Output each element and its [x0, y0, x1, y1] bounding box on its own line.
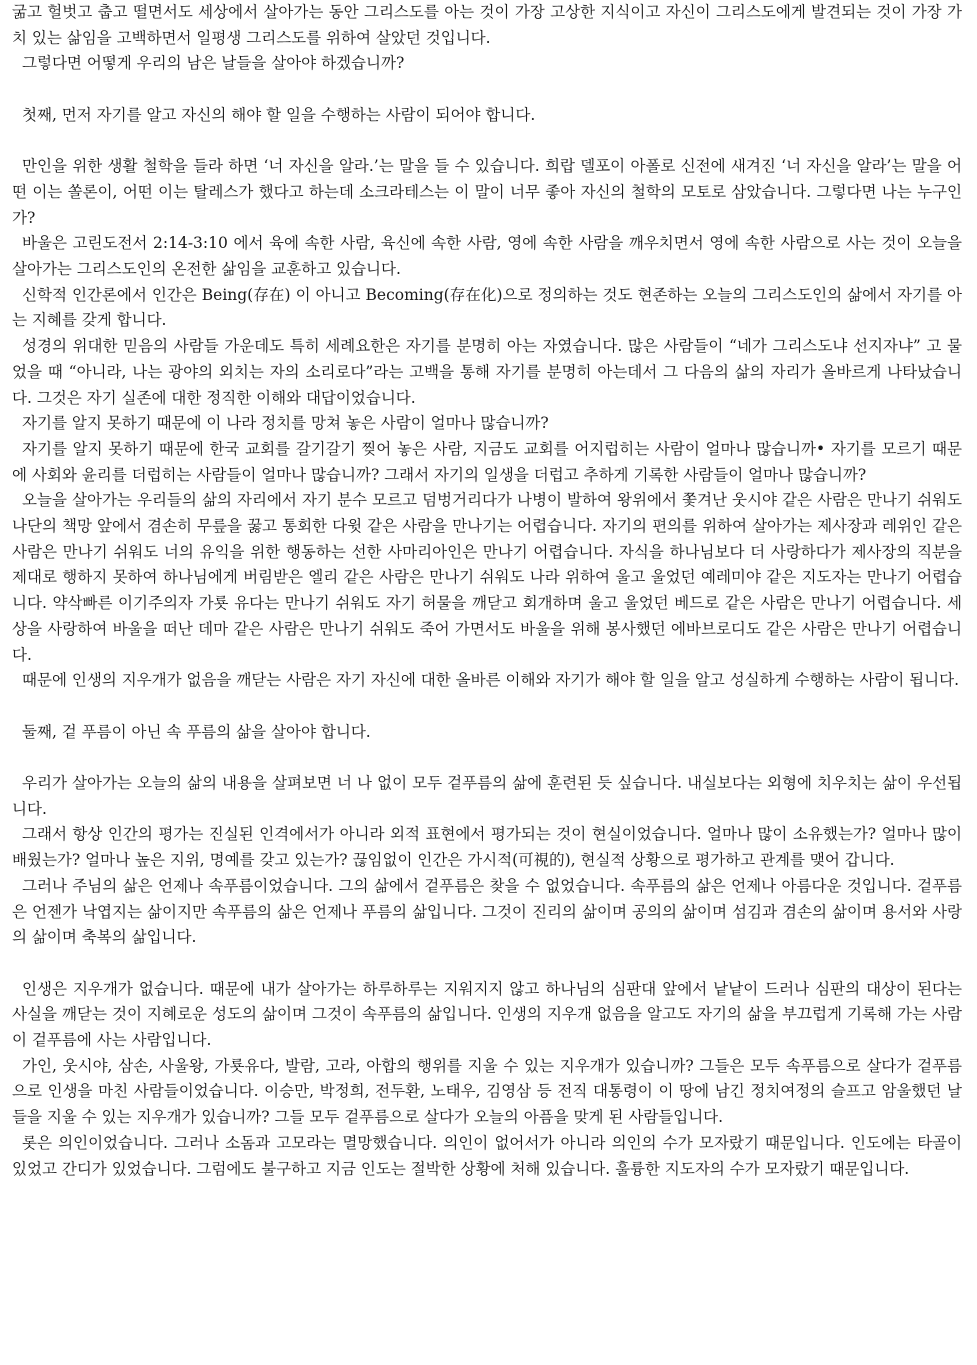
paragraph: 자기를 알지 못하기 때문에 이 나라 정치를 망쳐 놓은 사람이 얼마나 많습니까? [22, 414, 549, 433]
paragraph: 성경의 위대한 믿음의 사람들 가운데도 특히 세례요한은 자기를 분명히 아는 자였습니다. 많은 사람들이 “네가 그리스도냐 선지자냐” 고 물었을 때 “아니라, 나는 광야의 외치는 자의 소리로다”라는 고백을 통해 자기를 분명히 아는데서 그 다음의 삶의 자리가 올바르게 나타났습니다. 그것은 자기 실존에 대한 정직한 이해와 대답이었습니다. [12, 337, 962, 407]
paragraph-gap [12, 745, 962, 771]
paragraph: 신학적 인간론에서 인간은 Being(存在) 이 아니고 Becoming(存在化)으로 정의하는 것도 현존하는 오늘의 그리스도인의 삶에서 자기를 아는 지혜를 갖게 합니다. [12, 285, 962, 330]
paragraph-gap [12, 129, 962, 155]
section-heading-first: 첫째, 먼저 자기를 알고 자신의 해야 할 일을 수행하는 사람이 되어야 합니다. [22, 105, 536, 124]
paragraph: 롯은 의인이었습니다. 그러나 소돔과 고모라는 멸망했습니다. 의인이 없어서가 아니라 의인의 수가 모자랐기 때문입니다. 인도에는 타골이 있었고 간디가 있었습니다. 그럼에도 불구하고 지금 인도는 절박한 상황에 처해 있습니다. 훌륭한 지도자의 수가 모자랐기 때문입니다. [12, 1133, 962, 1178]
paragraph: 오늘을 살아가는 우리들의 삶의 자리에서 자기 분수 모르고 덤벙거리다가 나병이 발하여 왕위에서 쫓겨난 웃시야 같은 사람은 만나기 쉬워도 나단의 책망 앞에서 겸손히 무릎을 꿇고 통회한 다윗 같은 사람을 만나기는 어렵습니다. 자기의 편의를 위하여 살아가는 제사장과 레위인 같은 사람은 만나기 쉬워도 너의 유익을 위한 행동하는 선한 사마리아인은 만나기 어렵습니다. 자식을 하나님보다 더 사랑하다가 제사장의 직분을 제대로 행하지 못하여 하나님에게 버림받은 엘리 같은 사람은 만나기 쉬워도 나라 위하여 울고 울었던 예레미야 같은 지도자는 만나기 어렵습니다. 약삭빠른 이기주의자 가룟 유다는 만나기 쉬워도 자기 허물을 깨닫고 회개하며 울고 울었던 베드로 같은 사람은 만나기 어렵습니다. 세상을 사랑하여 바울을 떠난 데마 같은 사람은 만나기 쉬워도 죽어 가면서도 바울을 위해 봉사했던 에바브로디도 같은 사람은 만나기 어렵습니다. [12, 491, 962, 664]
paragraph: 가인, 웃시야, 삼손, 사울왕, 가룟유다, 발람, 고라, 아합의 행위를 지울 수 있는 지우개가 있습니까? 그들은 모두 속푸름으로 살다가 겉푸름으로 인생을 마친 사람들이었습니다. 이승만, 박정희, 전두환, 노태우, 김영삼 등 전직 대통령이 이 땅에 남긴 정치여정의 슬프고 암울했던 날들을 지울 수 있는 지우개가 있습니까? 그들 모두 겉푸름으로 살다가 오늘의 아픔을 맞게 된 사람들입니다. [12, 1056, 962, 1127]
paragraph: 굶고 헐벗고 춥고 떨면서도 세상에서 살아가는 동안 그리스도를 아는 것이 가장 고상한 지식이고 자신이 그리스도에게 발견되는 것이 가장 가치 있는 삶임을 고백하면서 일평생 그리스도를 위하여 살았던 것입니다. [12, 3, 962, 47]
paragraph: 때문에 인생의 지우개가 없음을 깨닫는 사람은 자기 자신에 대한 올바른 이해와 자기가 해야 할 일을 알고 성실하게 수행하는 사람이 됩니다. [22, 671, 960, 690]
section-heading-second: 둘째, 겉 푸름이 아닌 속 푸름의 삶을 살아야 합니다. [22, 722, 371, 741]
paragraph: 인생은 지우개가 없습니다. 때문에 내가 살아가는 하루하루는 지워지지 않고 하나님의 심판대 앞에서 낱낱이 드러나 심판의 대상이 된다는 사실을 깨닫는 것이 지혜로운 성도의 삶이며 그것이 속푸름의 삶입니다. 인생의 지우개 없음을 알고도 자기의 삶을 부끄럽게 기록해 가는 사람이 겉푸름에 사는 사람입니다. [12, 979, 962, 1050]
paragraph: 만인을 위한 생활 철학을 들라 하면 ‘너 자신을 알라.’는 말을 들 수 있습니다. 희랍 델포이 아폴로 신전에 새겨진 ‘너 자신을 알라’는 말을 어떤 이는 쏠론이, 어떤 이는 탈레스가 했다고 하는데 소크라테스는 이 말이 너무 좋아 자신의 철학의 모토로 삼았습니다. 그렇다면 나는 누구인가? [12, 157, 962, 227]
paragraph: 그러나 주님의 삶은 언제나 속푸름이었습니다. 그의 삶에서 겉푸름은 찾을 수 없었습니다. 속푸름의 삶은 언제나 아름다운 것입니다. 겉푸름은 언젠가 낙엽지는 삶이지만 속푸름의 삶은 언제나 푸름의 삶입니다. 그것이 진리의 삶이며 공의의 삶이며 섬김과 겸손의 삶이며 용서와 사랑의 삶이며 축복의 삶입니다. [12, 876, 962, 947]
paragraph-gap [12, 77, 962, 103]
paragraph-gap [12, 951, 962, 977]
paragraph: 그렇다면 어떻게 우리의 남은 날들을 살아야 하겠습니까? [22, 54, 405, 73]
paragraph: 바울은 고린도전서 2:14-3:10 에서 육에 속한 사람, 육신에 속한 사람, 영에 속한 사람을 깨우치면서 영에 속한 사람으로 사는 것이 오늘을 살아가는 그리스도인의 온전한 삶임을 교훈하고 있습니다. [12, 234, 962, 278]
paragraph: 우리가 살아가는 오늘의 삶의 내용을 살펴보면 너 나 없이 모두 겉푸름의 삶에 훈련된 듯 싶습니다. 내실보다는 외형에 치우치는 삶이 우선됩니다. [12, 774, 962, 818]
paragraph: 자기를 알지 못하기 때문에 한국 교회를 갈기갈기 찢어 놓은 사람, 지금도 교회를 어지럽히는 사람이 얼마나 많습니까• 자기를 모르기 때문에 사회와 윤리를 더럽히는 사람들이 얼마나 많습니까? 그래서 자기의 일생을 더럽고 추하게 기록한 사람들이 얼마나 많습니까? [12, 439, 962, 484]
paragraph: 그래서 항상 인간의 평가는 진실된 인격에서가 아니라 외적 표현에서 평가되는 것이 현실이었습니다. 얼마나 많이 소유했는가? 얼마나 많이 배웠는가? 얼마나 높은 지위, 명예를 갖고 있는가? 끊임없이 인간은 가시적(可視的), 현실적 상황으로 평가하고 관계를 맺어 갑니다. [12, 825, 962, 870]
paragraph-gap [12, 694, 962, 720]
